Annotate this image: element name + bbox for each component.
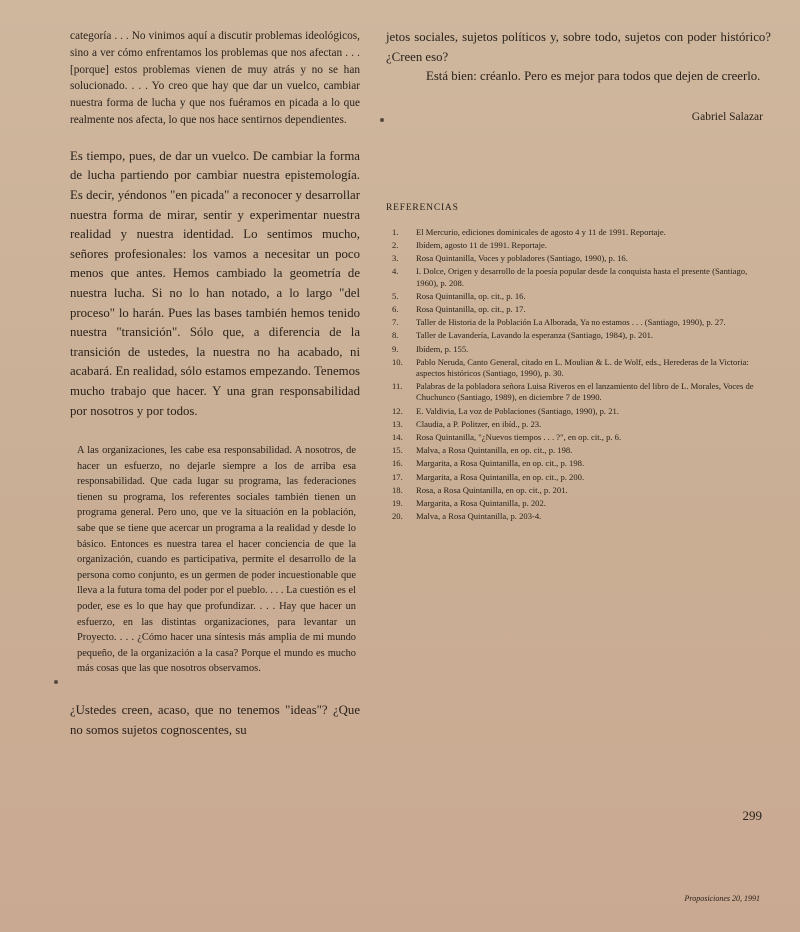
reference-item <box>386 317 771 328</box>
reference-item <box>386 330 771 341</box>
reference-item <box>386 381 771 403</box>
reference-text: Ibídem, agosto 11 de 1991. Reportaje. <box>416 239 547 250</box>
reference-item <box>386 357 771 379</box>
reference-text: Margarita, a Rosa Quintanilla, en op. cit., p. 198. <box>416 458 585 469</box>
reference-text: Pablo Neruda, Canto General, citado en L. Moulian & L. de Wolf, eds., Herederas de la Victoria: aspectos históricos (Santiago, 1990), p. 30. <box>416 356 749 379</box>
reference-text: Taller de Lavandería, Lavando la esperanza (Santiago, 1984), p. 201. <box>416 330 654 341</box>
reference-item <box>386 304 771 315</box>
reference-number: 18. <box>392 484 403 495</box>
reference-number: 12. <box>392 405 403 416</box>
reference-number: 6. <box>392 304 399 314</box>
reference-text: Rosa, a Rosa Quintanilla, en op. cit., p. 201. <box>416 484 568 495</box>
reference-item <box>386 432 771 443</box>
scan-speck <box>54 680 58 684</box>
reference-item <box>386 445 771 456</box>
scan-speck <box>380 118 384 122</box>
reference-text: Ibídem, p. 155. <box>416 343 469 354</box>
reference-number: 3. <box>392 253 399 264</box>
left-paragraph-main: Es tiempo, pues, de dar un vuelco. De cambiar la forma de lucha partiendo por cambiar nuestra epistemología. Es decir, yéndonos "en picada" a reconocer y desarrollar nuestra forma de mirar, sentir y experimentar nuestra realidad y nuestra identidad. Lo sentimos mucho, señores profesionales: los vamos a necesitar un poco menos que antes. Hemos cambiado la geometría de nuestra lucha. Si no lo han notado, a lo largo "del proceso" lo harán. Pues las bases también hemos tenido nuestra "transición". Sólo que, a diferencia de la transición de ustedes, la nuestra no ha acabado, ni acabará. En realidad, sólo estamos empezando. Tenemos mucho trabajo que hacer. Y una gran responsabilidad por nosotros y por todos. <box>70 148 360 418</box>
left-column <box>70 28 360 740</box>
reference-text: Rosa Quintanilla, op. cit., p. 17. <box>416 304 526 314</box>
reference-number: 7. <box>392 317 399 328</box>
reference-number: 11. <box>392 381 403 392</box>
reference-item <box>386 485 771 496</box>
reference-item <box>386 240 771 251</box>
references-heading: REFERENCIAS <box>386 202 459 213</box>
right-column <box>386 28 771 524</box>
reference-text: E. Valdivia, La voz de Poblaciones (Santiago, 1990), p. 21. <box>416 405 619 416</box>
reference-number: 15. <box>392 445 403 456</box>
right-paragraph-continuation: jetos sociales, sujetos políticos y, sobre todo, sujetos con poder histórico? ¿Creen eso? <box>386 30 771 64</box>
author-signature: Gabriel Salazar <box>691 110 763 123</box>
reference-number: 2. <box>392 239 399 250</box>
reference-number: 19. <box>392 498 403 509</box>
reference-number: 13. <box>392 418 403 429</box>
reference-item <box>386 419 771 430</box>
reference-number: 16. <box>392 458 403 469</box>
page-number: 299 <box>742 808 762 823</box>
reference-text: El Mercurio, ediciones dominicales de agosto 4 y 11 de 1991. Reportaje. <box>416 226 666 237</box>
references-list <box>386 227 771 523</box>
reference-item <box>386 511 771 522</box>
block-quote: A las organizaciones, les cabe esa responsabilidad. A nosotros, de hacer un esfuerzo, no dejarle siempre a los de arriba esa responsabilidad. Que cada lugar su programa, las federaciones tienen su programa, los referentes sociales también tienen un programa general. Pero uno, que ve la situación en la población, sabe que se tiene que acercar un programa a la realidad y desde lo básico. Entonces es nuestra tarea el hacer conciencia de que la organización, cuando es participativa, permite el desarrollo de la persona como conjunto, es un germen de poder incuestionable que lleva a la futura toma del poder por el pueblo. . . . La cuestión es el poder, ese es lo que hay que profundizar. . . . Hay que hacer un esfuerzo, en las distintas organizaciones, para levantar un Proyecto. . . . ¿Cómo hacer una síntesis más amplia de mi mundo pequeño, de la organización a la casa? Porque el mundo es mucho más cosas que las que nosotros observamos. <box>77 445 356 675</box>
left-paragraph-closing: ¿Ustedes creen, acaso, que no tenemos "ideas"? ¿Que no somos sujetos cognoscentes, su <box>70 703 360 737</box>
reference-number: 14. <box>392 432 403 443</box>
reference-item <box>386 344 771 355</box>
reference-item <box>386 291 771 302</box>
reference-text: Rosa Quintanilla, op. cit., p. 16. <box>416 290 526 301</box>
reference-item <box>386 406 771 417</box>
reference-number: 8. <box>392 330 399 341</box>
left-paragraph-quote-end: categoría . . . No vinimos aquí a discutir problemas ideológicos, sino a ver cómo enfrentamos los problemas que nos afectan . . . [porque] estos problemas vienen de muy atrás y no se han solucionado. . . . Yo creo que hay que dar un vuelco, cambiar nuestra forma de lucha y que nos fuéramos en picada a lo que realmente nos afecta, lo que nos hace sentirnos dependientes. <box>70 30 360 126</box>
reference-item <box>386 266 771 288</box>
reference-number: 1. <box>392 226 399 237</box>
reference-item <box>386 227 771 238</box>
reference-item <box>386 472 771 483</box>
right-paragraph-conclusion: Está bien: créanlo. Pero es mejor para todos que dejen de creerlo. <box>426 69 761 84</box>
reference-number: 17. <box>392 471 403 482</box>
reference-item <box>386 498 771 509</box>
reference-number: 9. <box>392 343 399 354</box>
reference-number: 20. <box>392 511 403 522</box>
reference-number: 4. <box>392 266 399 277</box>
reference-text: Malva, a Rosa Quintanilla, p. 203-4. <box>416 511 542 522</box>
reference-text: Rosa Quintanilla, Voces y pobladores (Santiago, 1990), p. 16. <box>416 253 628 264</box>
reference-text: Rosa Quintanilla, "¿Nuevos tiempos . . . ?", en op. cit., p. 6. <box>416 432 622 443</box>
journal-footer: Proposiciones 20, 1991 <box>684 894 760 903</box>
reference-item <box>386 253 771 264</box>
reference-text: Malva, a Rosa Quintanilla, en op. cit., p. 198. <box>416 445 573 456</box>
reference-number: 5. <box>392 290 399 301</box>
reference-text: Margarita, a Rosa Quintanilla, p. 202. <box>416 498 546 509</box>
reference-number: 10. <box>392 356 403 367</box>
reference-text: Claudia, a P. Politzer, en ibíd., p. 23. <box>416 418 542 429</box>
reference-text: Palabras de la pobladora señora Luisa Riveros en el lanzamiento del libro de L. Morales, Voces de Chuchunco (Santiago, 1989), en diciembre 7 de 1990. <box>416 381 754 403</box>
reference-text: I. Dolce, Origen y desarrollo de la poesía popular desde la conquista hasta el presente (Santiago, 1960), p. 208. <box>416 266 748 288</box>
reference-text: Margarita, a Rosa Quintanilla, en op. cit., p. 200. <box>416 471 585 482</box>
reference-text: Taller de Historia de la Población La Alborada, Ya no estamos . . . (Santiago, 1990), p. 27. <box>416 317 726 328</box>
reference-item <box>386 458 771 469</box>
